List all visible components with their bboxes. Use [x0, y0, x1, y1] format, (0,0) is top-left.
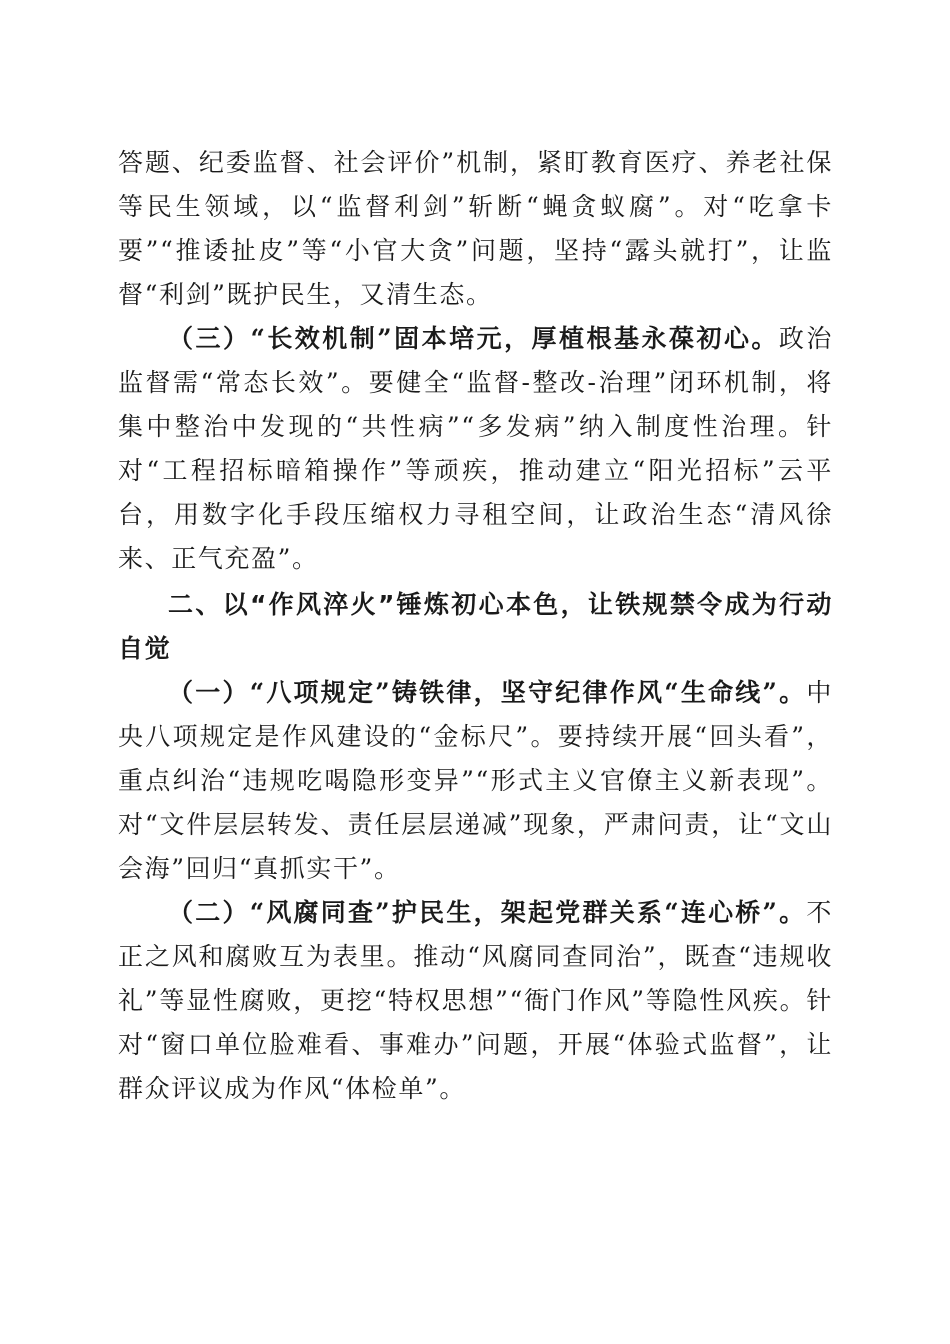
document-body [118, 141, 833, 1111]
subsection-heading: （三）“长效机制”固本培元，厚植根基永葆初心。 [168, 324, 779, 353]
paragraph-text: 答题、纪委监督、社会评价”机制，紧盯教育医疗、养老社保等民生领域，以“监督利剑”斩断“蝇贪蚁腐”。对“吃拿卡要”“推诿扯皮”等“小官大贪”问题，坚持“露头就打”，让监督“利剑”既护民生，又清生态。 [118, 148, 833, 309]
paragraph-joint-investigation [118, 891, 833, 1111]
paragraph-eight-rules [118, 671, 833, 891]
paragraph-text: 中央八项规定是作风建设的“金标尺”。要持续开展“回头看”，重点纠治“违规吃喝隐形变异”“形式主义官僚主义新表现”。对“文件层层转发、责任层层递减”现象，严肃问责，让“文山会海”回归“真抓实干”。 [118, 678, 833, 883]
paragraph-text: 不正之风和腐败互为表里。推动“风腐同查同治”，既查“违规收礼”等显性腐败，更挖“特权思想”“衙门作风”等隐性风疾。针对“窗口单位脸难看、事难办”问题，开展“体验式监督”，让群众评议成为作风“体检单”。 [118, 898, 833, 1103]
subsection-heading: （一）“八项规定”铸铁律，坚守纪律作风“生命线”。 [168, 678, 807, 707]
section-heading: 二、以“作风淬火”锤炼初心本色，让铁规禁令成为行动自觉 [118, 590, 833, 663]
paragraph-long-term-mechanism [118, 317, 833, 581]
subsection-heading: （二）“风腐同查”护民生，架起党群关系“连心桥”。 [168, 898, 807, 927]
paragraph-text: 政治监督需“常态长效”。要健全“监督-整改-治理”闭环机制，将集中整治中发现的“共性病”“多发病”纳入制度性治理。针对“工程招标暗箱操作”等顽疾，推动建立“阳光招标”云平台，用数字化手段压缩权力寻租空间，让政治生态“清风徐来、正气充盈”。 [118, 324, 834, 573]
paragraph-continuation [118, 141, 833, 317]
